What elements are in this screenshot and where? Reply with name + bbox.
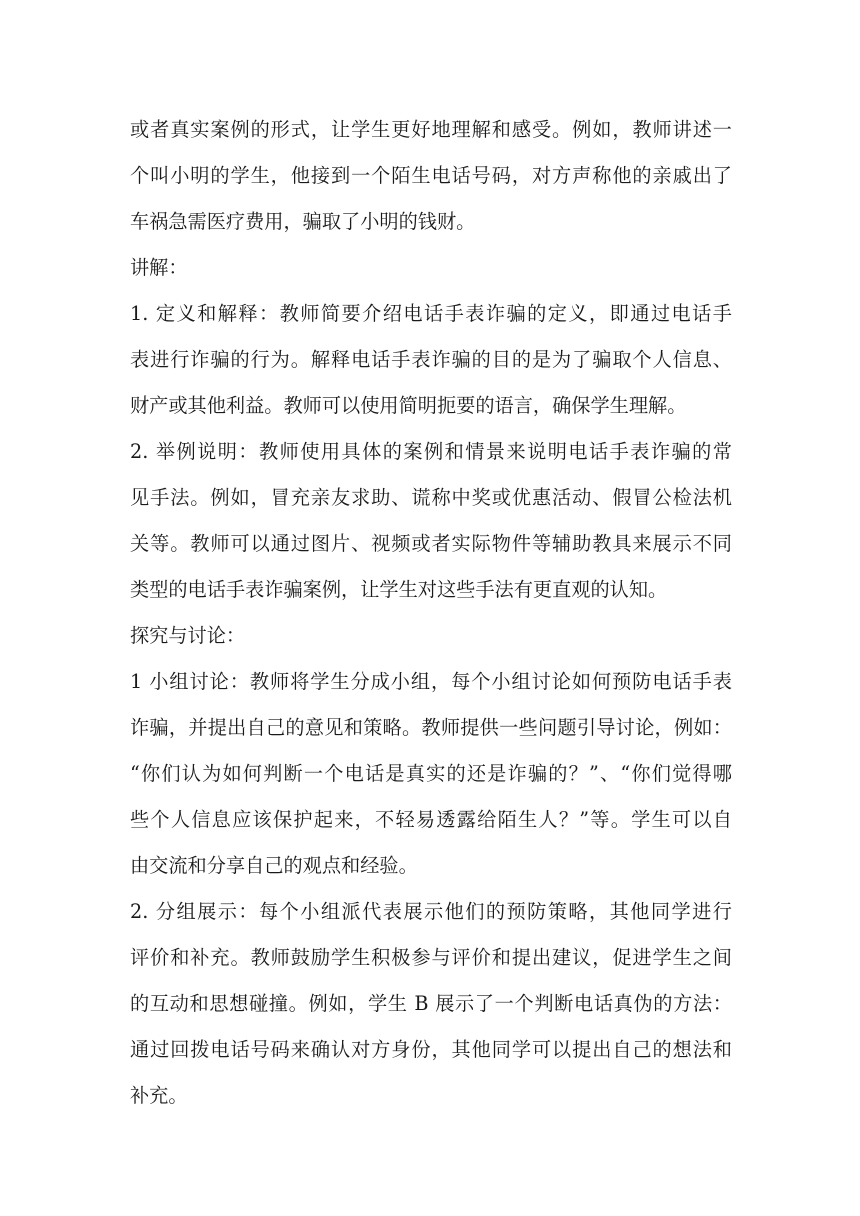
text-line: 1 小组讨论：教师将学生分成小组，每个小组讨论如何预防电话手表	[130, 670, 732, 693]
text-line: “你们认为如何判断一个电话是真实的还是诈骗的？”、“你们觉得哪	[130, 762, 732, 785]
text-line: 2. 分组展示：每个小组派代表展示他们的预防策略，其他同学进行	[130, 900, 732, 923]
text-line: 或者真实案例的形式，让学生更好地理解和感受。例如，教师讲述一	[130, 118, 732, 141]
text-line: 关等。教师可以通过图片、视频或者实际物件等辅助教具来展示不同	[130, 532, 732, 555]
text-line: 诈骗，并提出自己的意见和策略。教师提供一些问题引导讨论，例如：	[130, 716, 732, 739]
text-line: 类型的电话手表诈骗案例，让学生对这些手法有更直观的认知。	[130, 578, 668, 601]
text-line: 通过回拨电话号码来确认对方身份，其他同学可以提出自己的想法和	[130, 1038, 732, 1061]
text-line: 评价和补充。教师鼓励学生积极参与评价和提出建议，促进学生之间	[130, 946, 732, 969]
document-body	[130, 107, 732, 1119]
section-heading-discussion: 探究与讨论：	[130, 624, 246, 647]
text-line: 车祸急需医疗费用，骗取了小明的钱财。	[130, 210, 476, 233]
text-line: 个叫小明的学生，他接到一个陌生电话号码，对方声称他的亲戚出了	[130, 164, 732, 187]
text-line: 2. 举例说明：教师使用具体的案例和情景来说明电话手表诈骗的常	[130, 440, 732, 463]
text-line: 见手法。例如，冒充亲友求助、谎称中奖或优惠活动、假冒公检法机	[130, 486, 732, 509]
section-heading-explanation: 讲解：	[130, 256, 188, 279]
text-line: 由交流和分享自己的观点和经验。	[130, 854, 418, 877]
text-line: 1. 定义和解释：教师简要介绍电话手表诈骗的定义，即通过电话手	[130, 302, 732, 325]
text-line: 些个人信息应该保护起来，不轻易透露给陌生人？”等。学生可以自	[130, 808, 732, 831]
text-line: 的互动和思想碰撞。例如，学生 B 展示了一个判断电话真伪的方法：	[130, 992, 732, 1015]
text-line: 补充。	[130, 1084, 188, 1107]
text-line: 财产或其他利益。教师可以使用简明扼要的语言，确保学生理解。	[130, 394, 687, 417]
text-line: 表进行诈骗的行为。解释电话手表诈骗的目的是为了骗取个人信息、	[130, 348, 732, 371]
